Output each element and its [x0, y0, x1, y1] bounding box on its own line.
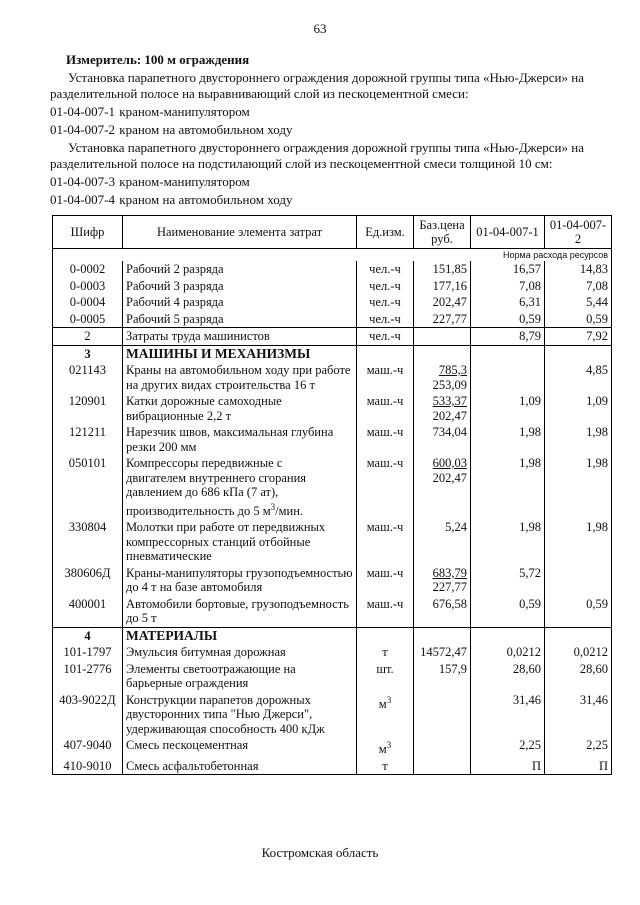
- row-code: 330804: [53, 519, 123, 565]
- row-price: [414, 692, 471, 738]
- row-name: Нарезчик швов, максимальная глубина резки 200 мм: [123, 424, 357, 455]
- row-value-2: 1,98: [545, 519, 612, 565]
- row-name: Краны на автомобильном ходу при работе на других видах строительства 16 т: [123, 362, 357, 393]
- row-price: [414, 758, 471, 775]
- row-name: Рабочий 4 разряда: [123, 294, 357, 311]
- row-price: 734,04: [414, 424, 471, 455]
- header-col-2: 01-04-007-2: [545, 216, 612, 249]
- row-value-1: 1,98: [471, 519, 545, 565]
- table-row: [53, 393, 612, 424]
- measure-heading: Измеритель: 100 м ограждения: [66, 52, 250, 67]
- row-value-2: 4,85: [545, 362, 612, 393]
- header-name: Наименование элемента затрат: [123, 216, 357, 249]
- row-code: 0-0004: [53, 294, 123, 311]
- row-price: 676,58: [414, 596, 471, 628]
- row-code: 120901: [53, 393, 123, 424]
- row-value-2: [545, 565, 612, 596]
- table-row: [53, 311, 612, 328]
- row-unit: маш.-ч: [357, 519, 414, 565]
- row-value-1: [471, 345, 545, 362]
- item-code: 01-04-007-4: [50, 192, 115, 207]
- row-unit: чел.-ч: [357, 328, 414, 346]
- row-name: Рабочий 3 разряда: [123, 278, 357, 295]
- row-value-1: 28,60: [471, 661, 545, 692]
- price-total: 785,3: [438, 363, 467, 377]
- row-price: [414, 393, 471, 424]
- row-code: 0-0002: [53, 261, 123, 278]
- row-code: 2: [53, 328, 123, 346]
- price-wage: 227,77: [432, 580, 467, 595]
- row-value-1: 31,46: [471, 692, 545, 738]
- item-text: краном на автомобильном ходу: [119, 192, 293, 207]
- row-name: Элементы светоотражающие на барьерные ограждения: [123, 661, 357, 692]
- row-unit: [357, 345, 414, 362]
- row-name: Краны-манипуляторы грузоподъемностью до 4 т на базе автомобиля: [123, 565, 357, 596]
- table-body: [53, 249, 612, 775]
- item-code: 01-04-007-1: [50, 104, 115, 119]
- row-value-2: 1,98: [545, 424, 612, 455]
- table-row: [53, 644, 612, 661]
- row-unit: т: [357, 758, 414, 775]
- row-price: [414, 565, 471, 596]
- resource-table: [52, 215, 612, 775]
- row-value-1: П: [471, 758, 545, 775]
- row-name: Эмульсия битумная дорожная: [123, 644, 357, 661]
- intro-paragraph-1: Установка парапетного двустороннего ограждения дорожной группы типа «Нью-Джерси» на разделительной полосе на выравнивающий слой из пескоцементной смеси:: [50, 70, 584, 101]
- row-value-1: [471, 362, 545, 393]
- row-value-1: 1,98: [471, 455, 545, 519]
- row-unit: маш.-ч: [357, 596, 414, 628]
- row-unit: чел.-ч: [357, 261, 414, 278]
- table-row: [53, 596, 612, 628]
- row-price: [414, 627, 471, 644]
- row-unit: маш.-ч: [357, 362, 414, 393]
- row-name: Смесь асфальтобетонная: [123, 758, 357, 775]
- row-name: Рабочий 5 разряда: [123, 311, 357, 328]
- row-price: 5,24: [414, 519, 471, 565]
- row-code: 121211: [53, 424, 123, 455]
- table-header-row: [53, 216, 612, 249]
- header-code: Шифр: [53, 216, 123, 249]
- row-value-1: 8,79: [471, 328, 545, 346]
- row-unit: чел.-ч: [357, 278, 414, 295]
- row-code: 3: [53, 345, 123, 362]
- norma-row: [53, 249, 612, 262]
- row-price: 14572,47: [414, 644, 471, 661]
- table-row: [53, 758, 612, 775]
- intro-item: [50, 122, 293, 138]
- row-value-1: 0,59: [471, 596, 545, 628]
- price-wage: 253,09: [432, 377, 467, 392]
- row-value-2: 5,44: [545, 294, 612, 311]
- row-value-2: 0,59: [545, 596, 612, 628]
- row-code: 0-0005: [53, 311, 123, 328]
- row-code: 101-1797: [53, 644, 123, 661]
- table-row: [53, 565, 612, 596]
- row-unit: маш.-ч: [357, 424, 414, 455]
- row-price: 202,47: [414, 294, 471, 311]
- row-value-2: [545, 345, 612, 362]
- row-value-1: [471, 627, 545, 644]
- row-name: Молотки при работе от передвижных компрессорных станций отбойные пневматические: [123, 519, 357, 565]
- table-row: [53, 261, 612, 278]
- price-wage: 202,47: [432, 408, 467, 423]
- item-text: краном на автомобильном ходу: [119, 122, 293, 137]
- row-code: 050101: [53, 455, 123, 519]
- table-row: [53, 519, 612, 565]
- row-value-1: 5,72: [471, 565, 545, 596]
- row-value-1: 1,09: [471, 393, 545, 424]
- item-text: краном-манипулятором: [119, 174, 250, 189]
- price-total: 600,03: [432, 456, 467, 470]
- row-value-2: 0,59: [545, 311, 612, 328]
- norma-label: Норма расхода ресурсов: [53, 249, 612, 262]
- row-value-1: 2,25: [471, 737, 545, 758]
- row-name: Рабочий 2 разряда: [123, 261, 357, 278]
- table-row: [53, 627, 612, 644]
- table-row: [53, 455, 612, 519]
- row-name: Компрессоры передвижные с двигателем внутреннего сгорания давлением до 686 кПа (7 ат), производительность до 5 $м^3$/мин.: [123, 455, 357, 519]
- footer-region: Костромская область: [261, 845, 379, 860]
- row-value-2: [545, 627, 612, 644]
- row-code: 380606Д: [53, 565, 123, 596]
- row-price: [414, 455, 471, 519]
- row-code: 0-0003: [53, 278, 123, 295]
- price-wage: 202,47: [432, 470, 467, 485]
- row-value-1: 7,08: [471, 278, 545, 295]
- row-price: [414, 737, 471, 758]
- row-name: МАТЕРИАЛЫ: [123, 627, 357, 644]
- row-unit: чел.-ч: [357, 311, 414, 328]
- row-value-2: 7,92: [545, 328, 612, 346]
- row-unit: маш.-ч: [357, 393, 414, 424]
- intro-item: [50, 192, 293, 208]
- row-unit: $м^3$: [357, 737, 414, 758]
- row-code: 101-2776: [53, 661, 123, 692]
- header-price: Баз.цена руб.: [414, 216, 471, 249]
- row-value-2: 14,83: [545, 261, 612, 278]
- row-price: [414, 328, 471, 346]
- row-value-2: 2,25: [545, 737, 612, 758]
- intro-item: [50, 104, 250, 120]
- page-number: 63: [313, 21, 327, 36]
- item-code: 01-04-007-2: [50, 122, 115, 137]
- row-price: [414, 362, 471, 393]
- intro-paragraph-2: Установка парапетного двустороннего ограждения дорожной группы типа «Нью-Джерси» на разделительной полосе на подстилающий слой из пескоцементной смеси толщиной 10 см:: [50, 140, 584, 171]
- row-unit: маш.-ч: [357, 565, 414, 596]
- table-row: [53, 278, 612, 295]
- table-row: [53, 737, 612, 758]
- row-name: Автомобили бортовые, грузоподъемность до 5 т: [123, 596, 357, 628]
- table-row: [53, 692, 612, 738]
- row-code: 407-9040: [53, 737, 123, 758]
- row-value-1: 16,57: [471, 261, 545, 278]
- row-value-1: 0,59: [471, 311, 545, 328]
- row-value-1: 1,98: [471, 424, 545, 455]
- header-col-1: 01-04-007-1: [471, 216, 545, 249]
- row-unit: [357, 627, 414, 644]
- row-price: 177,16: [414, 278, 471, 295]
- table-row: [53, 328, 612, 346]
- row-value-2: 7,08: [545, 278, 612, 295]
- row-value-1: 6,31: [471, 294, 545, 311]
- row-name: Катки дорожные самоходные вибрационные 2,2 т: [123, 393, 357, 424]
- row-unit: чел.-ч: [357, 294, 414, 311]
- row-value-2: П: [545, 758, 612, 775]
- row-code: 021143: [53, 362, 123, 393]
- row-name: Затраты труда машинистов: [123, 328, 357, 346]
- table-row: [53, 294, 612, 311]
- table-row: [53, 424, 612, 455]
- row-code: 400001: [53, 596, 123, 628]
- row-value-2: 31,46: [545, 692, 612, 738]
- item-text: краном-манипулятором: [119, 104, 250, 119]
- header-unit: Ед.изм.: [357, 216, 414, 249]
- row-price: 157,9: [414, 661, 471, 692]
- row-name: Конструкции парапетов дорожных двусторонних типа "Нью Джерси", удерживающая способность 400 кДж: [123, 692, 357, 738]
- row-value-1: 0,0212: [471, 644, 545, 661]
- row-price: 227,77: [414, 311, 471, 328]
- item-code: 01-04-007-3: [50, 174, 115, 189]
- row-unit: $м^3$: [357, 692, 414, 738]
- row-code: 4: [53, 627, 123, 644]
- row-value-2: 0,0212: [545, 644, 612, 661]
- row-name: МАШИНЫ И МЕХАНИЗМЫ: [123, 345, 357, 362]
- row-unit: т: [357, 644, 414, 661]
- row-code: 403-9022Д: [53, 692, 123, 738]
- row-value-2: 1,09: [545, 393, 612, 424]
- row-value-2: 1,98: [545, 455, 612, 519]
- row-price: 151,85: [414, 261, 471, 278]
- row-unit: шт.: [357, 661, 414, 692]
- row-code: 410-9010: [53, 758, 123, 775]
- price-total: 683,79: [432, 565, 467, 580]
- table-row: [53, 661, 612, 692]
- row-unit: маш.-ч: [357, 455, 414, 519]
- row-name: Смесь пескоцементная: [123, 737, 357, 758]
- row-value-2: 28,60: [545, 661, 612, 692]
- intro-item: [50, 174, 250, 190]
- table-row: [53, 345, 612, 362]
- price-total: 533,37: [432, 394, 467, 408]
- row-price: [414, 345, 471, 362]
- table-row: [53, 362, 612, 393]
